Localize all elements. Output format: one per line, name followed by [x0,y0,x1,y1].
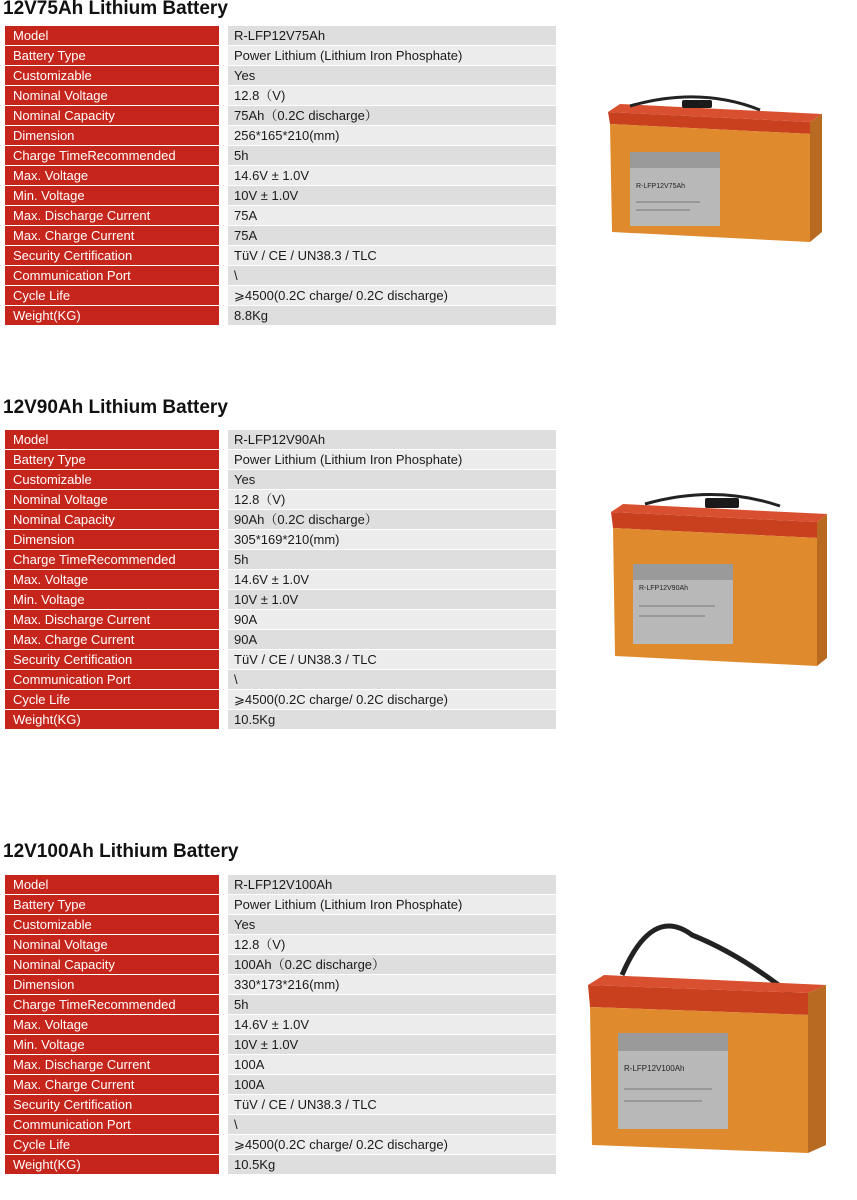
spec-value: Power Lithium (Lithium Iron Phosphate) [224,450,557,470]
table-row [5,690,556,710]
spec-value: Power Lithium (Lithium Iron Phosphate) [224,46,557,66]
spec-value: 14.6V ± 1.0V [224,1015,557,1035]
table-row [5,86,556,106]
spec-value: 8.8Kg [224,306,557,326]
spec-label: Cycle Life [5,690,224,710]
table-row [5,550,556,570]
product-title: 12V75Ah Lithium Battery [3,0,228,19]
spec-value: 12.8（V) [224,490,557,510]
table-row [5,490,556,510]
spec-value: 5h [224,995,557,1015]
spec-value: 75A [224,206,557,226]
table-row [5,510,556,530]
spec-label: Min. Voltage [5,590,224,610]
battery-label-text: R-LFP12V90Ah [639,585,689,592]
table-row [5,530,556,550]
spec-value: 14.6V ± 1.0V [224,570,557,590]
table-row [5,630,556,650]
table-row [5,1095,556,1115]
spec-label: Max. Charge Current [5,226,224,246]
spec-label: Model [5,430,224,450]
spec-value: ⩾4500(0.2C charge/ 0.2C discharge) [224,286,557,306]
spec-label: Weight(KG) [5,1155,224,1175]
product-title: 12V90Ah Lithium Battery [3,397,228,418]
spec-value: 10V ± 1.0V [224,1035,557,1055]
spec-value: R-LFP12V100Ah [224,875,557,895]
table-row [5,915,556,935]
table-row [5,206,556,226]
spec-label: Communication Port [5,670,224,690]
table-row [5,306,556,326]
spec-table [5,26,556,326]
table-row [5,935,556,955]
spec-value: 100Ah（0.2C discharge） [224,955,557,975]
table-row [5,470,556,490]
table-row [5,975,556,995]
table-row [5,166,556,186]
spec-label: Min. Voltage [5,186,224,206]
table-row [5,226,556,246]
spec-label: Nominal Voltage [5,935,224,955]
table-row [5,430,556,450]
table-row [5,895,556,915]
spec-label: Charge TimeRecommended [5,995,224,1015]
spec-label: Customizable [5,915,224,935]
spec-label: Nominal Voltage [5,490,224,510]
table-row [5,1075,556,1095]
table-row [5,610,556,630]
spec-value: 75Ah（0.2C discharge） [224,106,557,126]
table-row [5,875,556,895]
product-title: 12V100Ah Lithium Battery [3,841,239,862]
spec-value: 256*165*210(mm) [224,126,557,146]
spec-value: Yes [224,470,557,490]
battery-image [600,92,825,260]
spec-label: Charge TimeRecommended [5,146,224,166]
battery-label-text: R-LFP12V100Ah [624,1064,685,1073]
battery-image [582,915,832,1165]
spec-value: TüV / CE / UN38.3 / TLC [224,246,557,266]
spec-label: Security Certification [5,1095,224,1115]
table-row [5,286,556,306]
spec-label: Model [5,26,224,46]
spec-value: Yes [224,915,557,935]
table-row [5,146,556,166]
spec-label: Max. Charge Current [5,630,224,650]
spec-label: Security Certification [5,246,224,266]
table-row [5,1155,556,1175]
table-row [5,710,556,730]
table-row [5,450,556,470]
spec-label: Max. Voltage [5,570,224,590]
table-row [5,570,556,590]
spec-value: 5h [224,146,557,166]
spec-label: Nominal Capacity [5,106,224,126]
spec-table [5,430,556,730]
spec-label: Max. Discharge Current [5,206,224,226]
spec-value: Power Lithium (Lithium Iron Phosphate) [224,895,557,915]
spec-label: Security Certification [5,650,224,670]
spec-value: ⩾4500(0.2C charge/ 0.2C discharge) [224,1135,557,1155]
spec-value: 75A [224,226,557,246]
spec-label: Cycle Life [5,1135,224,1155]
spec-label: Max. Discharge Current [5,610,224,630]
spec-value: Yes [224,66,557,86]
table-row [5,1035,556,1055]
spec-label: Dimension [5,530,224,550]
spec-label: Max. Voltage [5,166,224,186]
table-row [5,106,556,126]
table-row [5,650,556,670]
spec-value: 12.8（V) [224,86,557,106]
spec-label: Cycle Life [5,286,224,306]
spec-label: Max. Discharge Current [5,1055,224,1075]
table-row [5,266,556,286]
spec-label: Battery Type [5,895,224,915]
spec-value: 12.8（V) [224,935,557,955]
spec-label: Communication Port [5,1115,224,1135]
spec-value: 10.5Kg [224,1155,557,1175]
spec-value: 5h [224,550,557,570]
table-row [5,246,556,266]
table-row [5,1015,556,1035]
spec-label: Weight(KG) [5,306,224,326]
spec-value: 14.6V ± 1.0V [224,166,557,186]
spec-label: Min. Voltage [5,1035,224,1055]
table-row [5,46,556,66]
spec-value: TüV / CE / UN38.3 / TLC [224,1095,557,1115]
spec-label: Nominal Capacity [5,955,224,975]
battery-label-text: R-LFP12V75Ah [636,183,686,190]
table-row [5,1135,556,1155]
table-row [5,1055,556,1075]
table-row [5,26,556,46]
spec-label: Nominal Capacity [5,510,224,530]
spec-value: 330*173*216(mm) [224,975,557,995]
spec-value: 10V ± 1.0V [224,186,557,206]
spec-label: Battery Type [5,46,224,66]
spec-label: Battery Type [5,450,224,470]
spec-label: Max. Charge Current [5,1075,224,1095]
table-row [5,955,556,975]
spec-value: \ [224,670,557,690]
spec-label: Customizable [5,66,224,86]
table-row [5,66,556,86]
table-row [5,186,556,206]
spec-value: \ [224,1115,557,1135]
spec-value: R-LFP12V90Ah [224,430,557,450]
battery-image [605,490,830,680]
spec-value: 90A [224,630,557,650]
spec-table [5,875,556,1175]
spec-value: 305*169*210(mm) [224,530,557,550]
spec-label: Charge TimeRecommended [5,550,224,570]
spec-value: 10.5Kg [224,710,557,730]
spec-value: 90Ah（0.2C discharge） [224,510,557,530]
spec-value: 100A [224,1075,557,1095]
table-row [5,995,556,1015]
table-row [5,1115,556,1135]
spec-label: Model [5,875,224,895]
spec-value: R-LFP12V75Ah [224,26,557,46]
spec-value: 90A [224,610,557,630]
spec-label: Customizable [5,470,224,490]
spec-label: Communication Port [5,266,224,286]
spec-label: Weight(KG) [5,710,224,730]
spec-label: Nominal Voltage [5,86,224,106]
spec-label: Dimension [5,975,224,995]
spec-value: TüV / CE / UN38.3 / TLC [224,650,557,670]
table-row [5,670,556,690]
table-row [5,126,556,146]
spec-value: 100A [224,1055,557,1075]
table-row [5,590,556,610]
spec-value: ⩾4500(0.2C charge/ 0.2C discharge) [224,690,557,710]
spec-label: Max. Voltage [5,1015,224,1035]
spec-value: \ [224,266,557,286]
spec-label: Dimension [5,126,224,146]
spec-value: 10V ± 1.0V [224,590,557,610]
